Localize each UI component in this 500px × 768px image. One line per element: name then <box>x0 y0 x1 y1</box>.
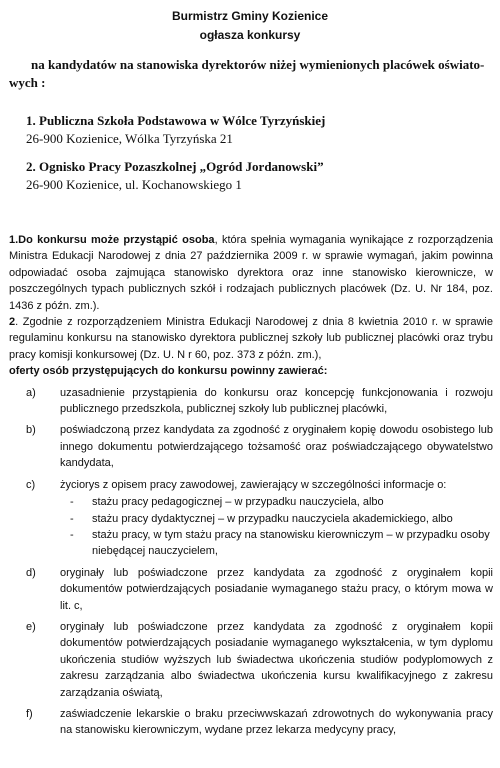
section-2-number: 2 <box>9 316 16 329</box>
school-name-1: 1. Publiczna Szkoła Podstawowa w Wólce Tyrzyńskiej <box>26 113 326 128</box>
dash-marker: - <box>70 528 74 541</box>
list-item-text: oryginały lub poświadczone przez kandydata za zgodność z oryginałem kopii dokumentów potwierdzających posiadanie wymaganego stażu pracy, o którym mowa w lit. c, <box>60 566 493 612</box>
list-item <box>9 422 493 471</box>
list-item-label: f) <box>26 707 33 720</box>
list-item-label: a) <box>26 386 36 399</box>
sub-list <box>60 494 493 560</box>
dash-marker: - <box>70 496 74 509</box>
sub-list-item <box>60 527 493 560</box>
list-item <box>9 619 493 701</box>
sub-list-item <box>60 494 493 510</box>
section-2-text: . Zgodnie z rozporządzeniem Ministra Edukacji Narodowej z dnia 8 kwietnia 2010 r. w sprawie regulaminu konkursu na stanowisko dyrektora publicznej szkoły lub publicznej placówki oraz trybu pracy komisji konkursowej (Dz. U. N r 60, poz. 373 z późn. zm.), <box>9 316 493 361</box>
list-item-label: e) <box>26 620 36 633</box>
section-2 <box>9 314 493 363</box>
list-item <box>9 477 493 560</box>
section-1-lead: 1.Do konkursu może przystąpić osoba <box>9 234 215 246</box>
school-name-2: 2. Ognisko Pracy Pozaszkolnej „Ogród Jordanowski” <box>26 159 324 174</box>
header-subtitle: ogłasza konkursy <box>199 28 301 42</box>
school-entry-1 <box>26 112 325 148</box>
list-item-label: d) <box>26 566 36 579</box>
list-item-label: b) <box>26 424 36 437</box>
document-body <box>9 232 493 739</box>
intro-paragraph: na kandydatów na stanowiska dyrektorów niżej wymienionych placówek oświato-wych : <box>9 57 485 90</box>
list-item <box>9 706 493 739</box>
list-item-text: zaświadczenie lekarskie o braku przeciwwskazań zdrowotnych do wykonywania pracy na stanowisku kierowniczym, wydane przez lekarza medycyny pracy, <box>60 707 493 737</box>
list-item <box>9 565 493 614</box>
list-item <box>9 385 493 418</box>
section-2-lead: oferty osób przystępujących do konkursu powinny zawierać: <box>9 365 328 378</box>
sub-list-item-text: stażu pracy dydaktycznej – w przypadku nauczyciela akademickiego, albo <box>92 512 453 525</box>
list-item-text: życiorys z opisem pracy zawodowej, zawierający w szczególności informacje o: <box>60 478 447 491</box>
school-address-2: 26-900 Kozienice, ul. Kochanowskiego 1 <box>26 177 242 192</box>
list-item-label: c) <box>26 478 36 491</box>
header-title: Burmistrz Gminy Kozienice <box>171 9 329 23</box>
school-address-1: 26-900 Kozienice, Wólka Tyrzyńska 21 <box>26 131 233 146</box>
section-1 <box>9 232 493 314</box>
list-item-text: uzasadnienie przystąpienia do konkursu oraz koncepcję funkcjonowania i rozwoju publicznego przedszkola, publicznej szkoły lub publicznej placówki, <box>60 386 493 416</box>
sub-list-item-text: stażu pracy, w tym stażu pracy na stanowisku kierowniczym – w przypadku osoby niebędącej nauczycielem, <box>92 528 490 558</box>
list-item-text: poświadczoną przez kandydata za zgodność z oryginałem kopię dowodu osobistego lub innego dokumentu potwierdzającego tożsamość oraz poświadczającego obywatelstwo kandydata, <box>60 424 493 470</box>
list-item-text: oryginały lub poświadczone przez kandydata za zgodność z oryginałem kopii dokumentów potwierdzających posiadanie wymaganego wykształcenia, w tym dyplomu ukończenia studiów wyższych lub świadectwa ukończenia studiów podyplomowych z zakresu zarządzania albo świadectwa ukończenia kursu kwalifikacyjnego z zakresu zarządzania oświatą, <box>60 620 493 699</box>
school-entry-2 <box>26 158 324 194</box>
requirements-list <box>9 385 493 739</box>
section-1-text: , która spełnia wymagania wynikające z rozporządzenia Ministra Edukacji Narodowej z dnia 27 października 2009 r. w sprawie wymagań, jakim powinna odpowiadać osoba zajmująca stanowisko dyrektora oraz inne stanowisko kierownicze, w poszczególnych typach publicznych szkół i rodzajach publicznych placówek (Dz. U. Nr 184, poz. 1436 z późn. zm.). <box>9 234 494 312</box>
sub-list-item-text: stażu pracy pedagogicznej – w przypadku nauczyciela, albo <box>92 496 384 509</box>
dash-marker: - <box>70 512 74 525</box>
sub-list-item <box>60 511 493 527</box>
